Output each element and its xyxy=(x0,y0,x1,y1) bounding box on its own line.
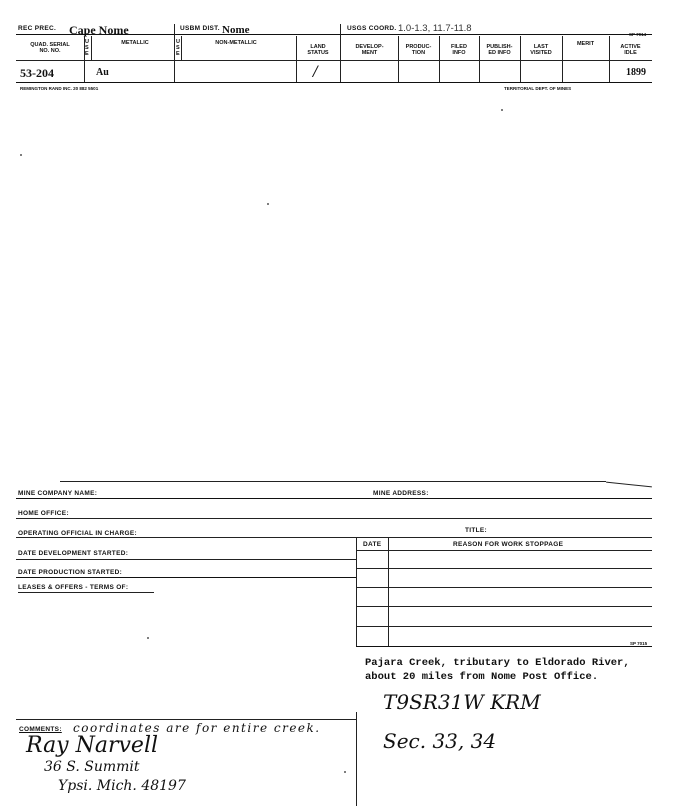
header-rule xyxy=(16,60,652,61)
rec-prec-label: REC PREC. xyxy=(18,25,57,32)
hand-location-line1: T9SR31W KRM xyxy=(383,690,541,714)
land-status-value: / xyxy=(313,64,318,80)
stoppage-date-header: DATE xyxy=(363,541,382,548)
comments-text: coordinates are for entire creek. xyxy=(73,721,321,735)
stoppage-reason-header: REASON FOR WORK STOPPAGE xyxy=(453,541,564,548)
rule xyxy=(356,587,652,588)
header-use-metallic: U S E xyxy=(85,39,89,57)
divider xyxy=(520,36,521,82)
card-edge-curl xyxy=(606,482,652,488)
divider xyxy=(296,36,297,82)
operating-official-label: OPERATING OFFICIAL IN CHARGE: xyxy=(18,530,137,537)
header-quad-serial: QUAD. SERIAL NO. NO. xyxy=(30,42,70,54)
rule xyxy=(16,537,652,538)
divider xyxy=(174,24,175,82)
bottom-rule xyxy=(16,82,652,83)
rule xyxy=(356,626,652,627)
header-active-idle: ACTIVE IDLE xyxy=(620,44,641,56)
signature: Ray Narvell xyxy=(26,733,159,758)
header-production: PRODUC- TION xyxy=(405,44,432,56)
speck xyxy=(501,109,503,111)
header-merit: MERIT xyxy=(576,41,595,47)
typed-note-line1: Pajara Creek, tributary to Eldorado River, xyxy=(365,657,630,669)
rule xyxy=(16,719,356,720)
rule xyxy=(356,550,652,551)
rule xyxy=(356,568,652,569)
address-line1: 36 S. Summit xyxy=(44,759,140,775)
mine-address-label: MINE ADDRESS: xyxy=(373,490,429,497)
form-number: SP 7014 xyxy=(629,32,647,37)
footer-right: TERRITORIAL DEPT. OF MINES xyxy=(504,86,572,91)
rule xyxy=(16,518,652,519)
metallic-value: Au xyxy=(96,67,109,78)
leases-label: LEASES & OFFERS - TERMS OF: xyxy=(18,584,129,591)
active-idle-value: 1899 xyxy=(626,67,646,78)
speck xyxy=(267,203,269,205)
speck xyxy=(344,771,346,773)
header-nonmetallic: NON-METALLIC xyxy=(215,40,257,46)
speck xyxy=(147,637,149,639)
rule xyxy=(16,577,356,578)
header-published-info: PUBLISH- ED INFO xyxy=(486,44,513,56)
usbm-dist-label: USBM DIST. xyxy=(180,25,220,32)
divider xyxy=(609,36,610,82)
rule xyxy=(16,498,652,499)
header-development: DEVELOP- MENT xyxy=(355,44,384,56)
date-prod-label: DATE PRODUCTION STARTED: xyxy=(18,569,123,576)
rule xyxy=(356,606,652,607)
header-last-visited: LAST VISITED xyxy=(530,44,552,56)
rule xyxy=(356,646,652,647)
divider xyxy=(388,537,389,647)
comments-label: COMMENTS: xyxy=(19,726,62,733)
header-filed-info: FILED INFO xyxy=(451,44,467,56)
divider xyxy=(91,36,92,60)
divider xyxy=(356,537,357,647)
date-dev-label: DATE DEVELOPMENT STARTED: xyxy=(18,550,129,557)
mine-company-label: MINE COMPANY NAME: xyxy=(18,490,98,497)
footer-left: REMINGTON RAND INC. 20 882 5501 xyxy=(20,86,99,91)
rule xyxy=(16,559,356,560)
header-metallic: METALLIC xyxy=(121,40,149,46)
typed-note-line2: about 20 miles from Nome Post Office. xyxy=(365,671,599,683)
header-use-nonmetallic: U S E xyxy=(176,39,180,57)
usbm-dist-value: Nome xyxy=(222,24,250,36)
home-office-label: HOME OFFICE: xyxy=(18,510,69,517)
title-label: TITLE: xyxy=(465,527,488,534)
divider xyxy=(398,36,399,82)
divider xyxy=(479,36,480,82)
card-edge xyxy=(60,481,606,482)
address-line2: Ypsi. Mich. 48197 xyxy=(58,778,186,794)
header-land-status: LAND STATUS xyxy=(307,44,329,56)
rec-prec-value: Cape Nome xyxy=(69,23,129,37)
speck xyxy=(20,154,22,156)
divider xyxy=(356,712,357,806)
hand-location-line2: Sec. 33, 34 xyxy=(383,729,497,753)
rule xyxy=(18,592,154,593)
form-number-bottom: SP 7015 xyxy=(630,641,648,646)
divider xyxy=(439,36,440,82)
quad-serial-value: 53-204 xyxy=(20,66,54,80)
usgs-coord-value: 1.0-1.3, 11.7-11.8 xyxy=(398,23,472,34)
usgs-coord-label: USGS COORD. xyxy=(347,25,397,32)
